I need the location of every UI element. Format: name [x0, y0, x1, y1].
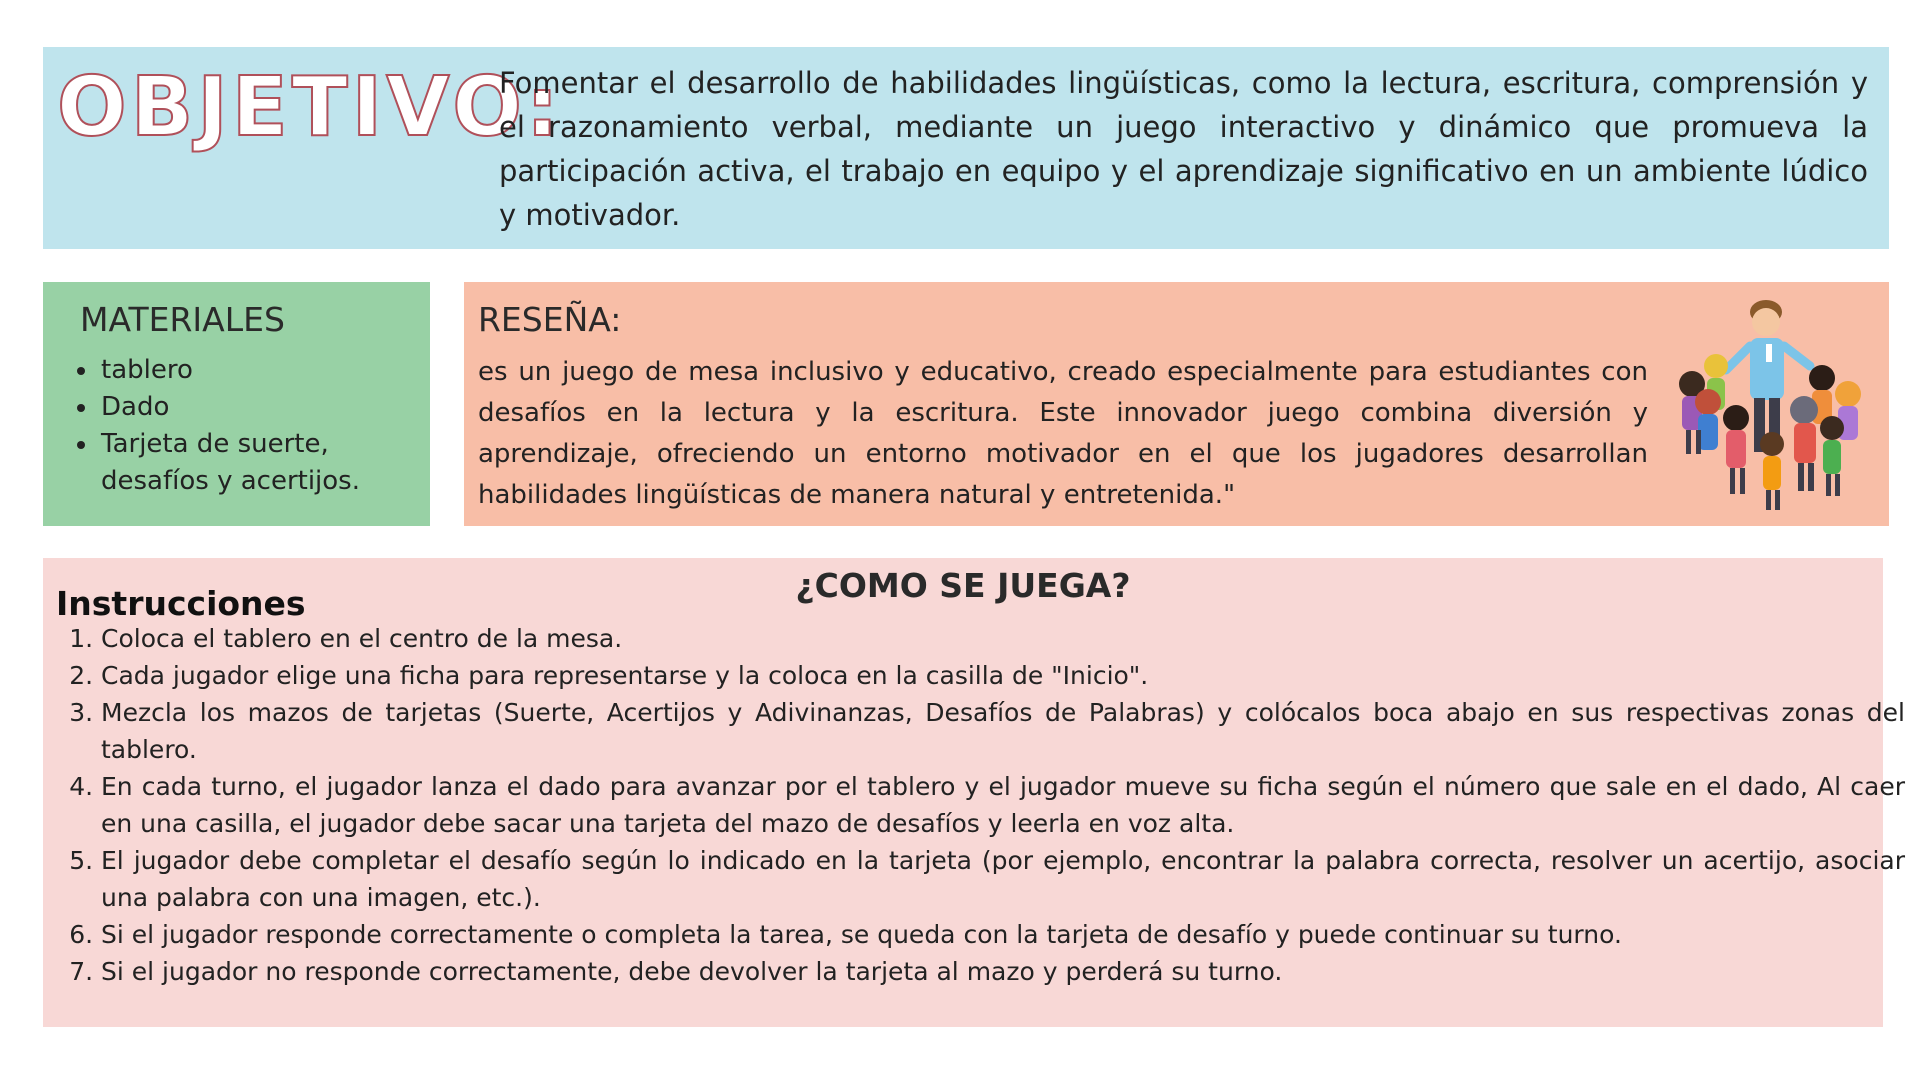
materials-item: • Tarjeta de suerte, desafíos y acertijos.	[99, 426, 419, 500]
review-heading: RESEÑA:	[478, 300, 622, 339]
materials-list	[63, 352, 419, 500]
objective-text: Fomentar el desarrollo de habilidades lingüísticas, como la lectura, escritura, comprensión y el razonamiento verbal, mediante un juego interactivo y dinámico que promueva la participación activa, el trabajo en equipo y el aprendizaje significativo en un ambiente lúdico y motivador.	[499, 66, 1868, 232]
instruction-step: 7. Si el jugador no responde correctamente, debe devolver la tarjeta al mazo y perderá su turno.	[101, 953, 1905, 990]
instruction-step: 4. En cada turno, el jugador lanza el dado para avanzar por el tablero y el jugador mueve su ficha según el número que sale en el dado, Al caer en una casilla, el jugador debe sacar una tarjeta del mazo de desafíos y leerla en voz alta.	[101, 768, 1905, 842]
instruction-step: 3. Mezcla los mazos de tarjetas (Suerte, Acertijos y Adivinanzas, Desafíos de Palabras) y colócalos boca abajo en sus respectivas zonas del tablero.	[101, 694, 1905, 768]
materials-item: • tablero	[99, 352, 419, 389]
how-to-play-heading: ¿COMO SE JUEGA?	[795, 566, 1131, 605]
review-text: es un juego de mesa inclusivo y educativo, creado especialmente para estudiantes con desafíos en la lectura y la escritura. Este innovador juego combina diversión y aprendizaje, ofreciendo un entorno motivador en el que los jugadores desarrollan habilidades lingüísticas de manera natural y entretenida."	[478, 357, 1648, 510]
instruction-step: 5. El jugador debe completar el desafío según lo indicado en la tarjeta (por ejemplo, encontrar la palabra correcta, resolver un acertijo, asociar una palabra con una imagen, etc.).	[101, 842, 1905, 916]
teacher-with-children-illustration	[1654, 294, 1882, 516]
how-to-play-panel	[43, 558, 1905, 1027]
instructions-heading: Instrucciones	[56, 584, 306, 623]
objective-panel	[43, 47, 1889, 249]
materials-item: • Dado	[99, 389, 419, 426]
instruction-step: 2. Cada jugador elige una ficha para representarse y la coloca en la casilla de "Inicio".	[101, 657, 1905, 694]
materials-heading: MATERIALES	[80, 300, 285, 339]
objective-title: OBJETIVO:	[57, 60, 563, 155]
review-panel	[464, 282, 1889, 526]
instruction-step: 1. Coloca el tablero en el centro de la mesa.	[101, 620, 1905, 657]
instruction-step: 6. Si el jugador responde correctamente o completa la tarea, se queda con la tarjeta de desafío y puede continuar su turno.	[101, 916, 1905, 953]
materials-panel	[43, 282, 430, 526]
instructions-list	[61, 620, 1905, 990]
